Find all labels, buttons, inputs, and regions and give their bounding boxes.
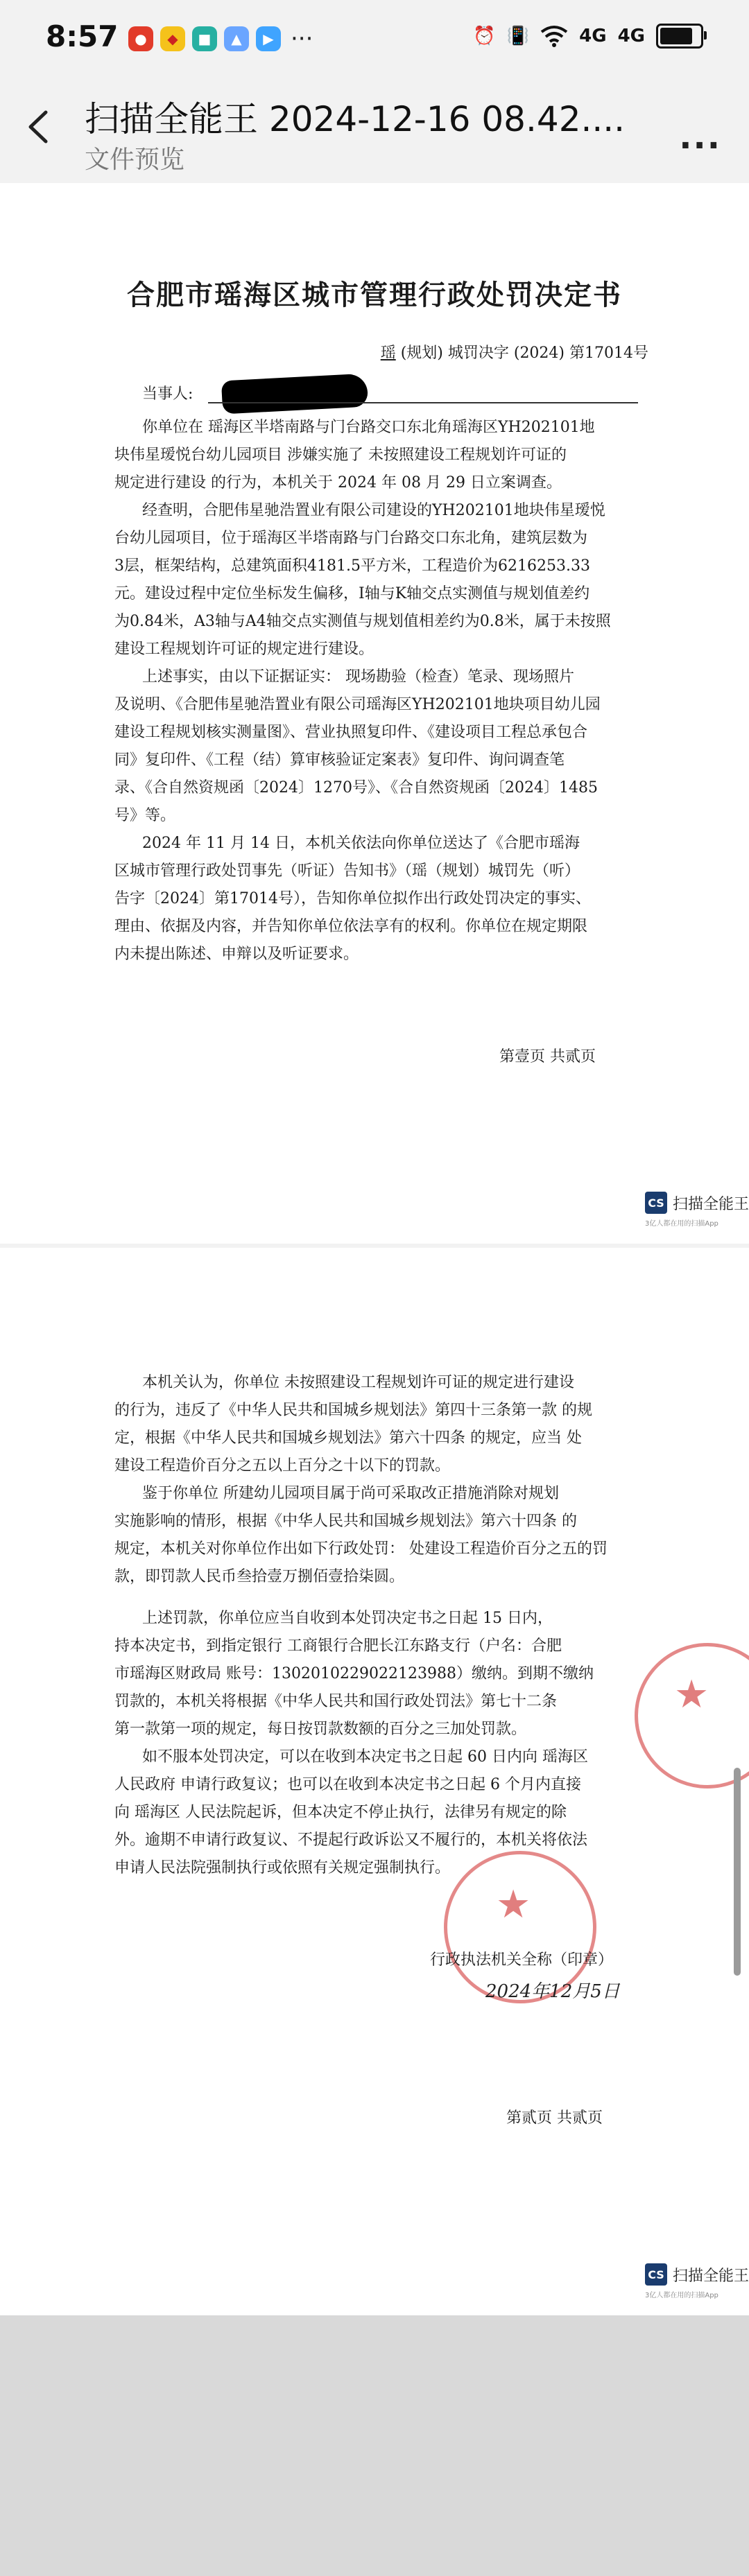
- text-line: 3层，框架结构，总建筑面积4181.5平方米，工程造价为6216253.33: [114, 557, 590, 575]
- text-line: 实施影响的情形，根据《中华人民共和国城乡规划法》第六十四条 的: [114, 1513, 577, 1530]
- notification-app-icon: ▶: [256, 26, 281, 51]
- camscanner-logo-icon: CS: [645, 2263, 667, 2286]
- vibrate-icon: 📳: [506, 26, 530, 46]
- notification-app-icon: ▲: [224, 26, 249, 51]
- text-line: 上述事实，由以下证据证实： 现场勘验（检查）笔录、现场照片: [142, 668, 574, 686]
- text-line: 规定，本机关对你单位作出如下行政处罚： 处建设工程造价百分之五的罚: [114, 1540, 608, 1558]
- status-bar: [0, 0, 749, 76]
- notification-icons: [128, 25, 313, 53]
- camscanner-brand: 扫描全能王: [673, 1195, 749, 1213]
- text-line: 向 瑶海区 人民法院起诉，但本决定不停止执行，法律另有规定的除: [114, 1804, 567, 1821]
- text-line: 号》等。: [114, 807, 176, 824]
- text-line: 2024 年 11 月 14 日，本机关依法向你单位送达了《合肥市瑶海: [142, 835, 580, 852]
- battery-icon: [656, 24, 703, 49]
- notification-app-icon: ■: [192, 26, 217, 51]
- signal-2-label: 4G: [617, 26, 645, 46]
- more-menu-icon[interactable]: ...: [679, 118, 721, 157]
- text-line: 区城市管理行政处罚事先（听证）告知书》（瑶（规划）城罚先（听）: [114, 862, 580, 880]
- camscanner-brand: 扫描全能王: [673, 2267, 749, 2285]
- signal-1-label: 4G: [579, 26, 607, 46]
- document-number-prefix: 瑶: [380, 345, 396, 362]
- alarm-icon: ⏰: [473, 26, 496, 46]
- camscanner-logo-icon: CS: [645, 1192, 667, 1214]
- text-line: 元。建设过程中定位坐标发生偏移，I轴与K轴交点实测值与规划值差约: [114, 585, 590, 602]
- text-line: 人民政府 申请行政复议；也可以在收到本决定书之日起 6 个月内直接: [114, 1776, 581, 1793]
- document-title: 合肥市瑶海区城市管理行政处罚决定书: [127, 279, 622, 311]
- document-number-rest: (规划) 城罚决字 (2024) 第17014号: [400, 345, 648, 362]
- wifi-icon: [540, 25, 568, 47]
- text-line: 罚款的，本机关将根据《中华人民共和国行政处罚法》第七十二条: [114, 1693, 558, 1710]
- text-line: 规定进行建设 的行为，本机关于 2024 年 08 月 29 日立案调查。: [114, 474, 562, 491]
- text-line: 告字〔2024〕第17014号），告知你单位拟作出行政处罚决定的事实、: [114, 890, 591, 907]
- text-line: 理由、依据及内容，并告知你单位依法享有的权利。你单位在规定期限: [114, 918, 588, 935]
- text-line: 内未提出陈述、申辩以及听证要求。: [114, 946, 359, 963]
- text-line: 申请人民法院强制执行或依照有关规定强制执行。: [114, 1859, 451, 1877]
- camscanner-watermark: [645, 2263, 749, 2286]
- party-underline: [208, 402, 638, 403]
- text-line: 经查明，合肥伟星驰浩置业有限公司建设的YH202101地块伟星瑷悦: [142, 502, 605, 519]
- text-line: 块伟星瑷悦台幼儿园项目 涉嫌实施了 未按照建设工程规划许可证的: [114, 446, 567, 464]
- text-line: 建设工程造价百分之五以上百分之十以下的罚款。: [114, 1457, 451, 1474]
- text-line: 台幼儿园项目，位于瑶海区半塔南路与门台路交口东北角，建筑层数为: [114, 530, 588, 547]
- more-notifications-icon: ···: [291, 25, 313, 53]
- text-line: 第一款第一项的规定，每日按罚款数额的百分之三加处罚款。: [114, 1721, 527, 1738]
- text-line: 本机关认为，你单位 未按照建设工程规划许可证的规定进行建设: [142, 1374, 574, 1391]
- text-line: 录、《合自然资规函〔2024〕1270号》、《合自然资规函〔2024〕1485: [114, 779, 598, 797]
- empty-preview-area: [0, 2315, 749, 2576]
- camscanner-tagline: 3亿人都在用的扫描App: [645, 2292, 718, 2299]
- seal-star-icon: ★: [674, 1672, 709, 1717]
- document-page-2: [0, 1248, 749, 2315]
- document-number: [381, 341, 648, 363]
- page-number: 第壹页 共贰页: [499, 1048, 596, 1065]
- camscanner-tagline: 3亿人都在用的扫描App: [645, 1220, 718, 1228]
- back-arrow-icon[interactable]: [25, 110, 53, 144]
- issuing-authority: 行政执法机关全称（印章）: [430, 1951, 614, 1969]
- text-line: 外。逾期不申请行政复议、不提起行政诉讼又不履行的，本机关将依法: [114, 1831, 588, 1849]
- signed-date: 2024年12月5日: [485, 1981, 620, 2002]
- text-line: 为0.84米，A3轴与A4轴交点实测值与规划值相差约为0.8米，属于未按照: [114, 613, 611, 630]
- camscanner-watermark: [645, 1192, 749, 1214]
- text-line: 建设工程规划核实测量图》、营业执照复印件、《建设项目工程总承包合: [114, 724, 588, 741]
- text-line: 如不服本处罚决定，可以在收到本决定书之日起 60 日内向 瑶海区: [142, 1748, 588, 1766]
- text-line: 你单位在 瑶海区半塔南路与门台路交口东北角瑶海区YH202101地: [142, 419, 595, 436]
- text-line: 上述罚款，你单位应当自收到本处罚决定书之日起 15 日内，: [142, 1610, 553, 1627]
- seal-star-icon: ★: [496, 1882, 531, 1927]
- text-line: 款，即罚款人民币叁拾壹万捌佰壹拾柒圆。: [114, 1568, 405, 1585]
- system-icons: [473, 24, 703, 49]
- file-subtitle: 文件预览: [85, 146, 185, 174]
- app-header: [0, 76, 749, 180]
- redaction-mark: [221, 374, 368, 415]
- document-page-1: [0, 183, 749, 1244]
- clock: 8:57: [46, 19, 119, 53]
- party-label: 当事人:: [142, 385, 193, 403]
- text-line: 鉴于你单位 所建幼儿园项目属于尚可采取改正措施消除对规划: [142, 1485, 559, 1502]
- notification-app-icon: ◆: [160, 26, 185, 51]
- scrollbar-thumb[interactable]: [734, 1768, 741, 1976]
- file-title: 扫描全能王 2024-12-16 08.42....: [85, 99, 626, 139]
- notification-app-icon: ●: [128, 26, 153, 51]
- text-line: 定，根据《中华人民共和国城乡规划法》第六十四条 的规定，应当 处: [114, 1429, 582, 1447]
- text-line: 持本决定书，到指定银行 工商银行合肥长江东路支行（户名：合肥: [114, 1637, 562, 1655]
- text-line: 建设工程规划许可证的规定进行建设。: [114, 641, 374, 658]
- page-number: 第贰页 共贰页: [506, 2109, 603, 2127]
- text-line: 及说明、《合肥伟星驰浩置业有限公司瑶海区YH202101地块项目幼儿园: [114, 696, 601, 713]
- text-line: 的行为，违反了《中华人民共和国城乡规划法》第四十三条第一款 的规: [114, 1402, 592, 1419]
- text-line: 市瑶海区财政局 账号：1302010229022123988）缴纳。到期不缴纳: [114, 1665, 594, 1682]
- text-line: 同》复印件、《工程（结）算审核验证定案表》复印件、询问调查笔: [114, 751, 565, 769]
